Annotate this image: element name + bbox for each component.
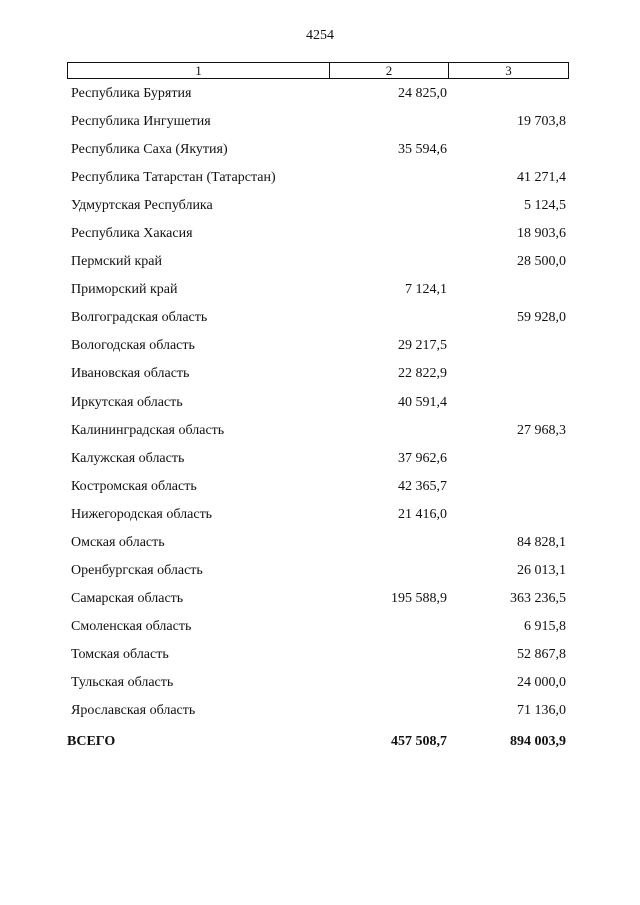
region-name: Волгоградская область bbox=[71, 310, 208, 326]
value-col-3: 6 915,8 bbox=[524, 618, 566, 634]
table-row bbox=[0, 446, 640, 474]
region-name: Иркутская область bbox=[71, 394, 183, 410]
table-row bbox=[0, 642, 640, 670]
value-col-3: 26 013,1 bbox=[517, 562, 566, 578]
region-name: Тульская область bbox=[71, 674, 174, 690]
value-col-2: 35 594,6 bbox=[398, 142, 447, 158]
table-row bbox=[0, 670, 640, 698]
value-col-3: 71 136,0 bbox=[517, 703, 566, 719]
region-name: Оренбургская область bbox=[71, 562, 203, 578]
region-name: Вологодская область bbox=[71, 338, 195, 354]
total-label: ВСЕГО bbox=[67, 734, 116, 750]
table-row bbox=[0, 390, 640, 418]
value-col-3: 84 828,1 bbox=[517, 534, 566, 550]
value-col-3: 41 271,4 bbox=[517, 170, 566, 186]
value-col-2: 7 124,1 bbox=[405, 282, 447, 298]
value-col-3: 19 703,8 bbox=[517, 114, 566, 130]
region-name: Омская область bbox=[71, 534, 165, 550]
table-row bbox=[0, 474, 640, 502]
value-col-3: 24 000,0 bbox=[517, 674, 566, 690]
value-col-2: 195 588,9 bbox=[391, 590, 447, 606]
region-name: Республика Татарстан (Татарстан) bbox=[71, 170, 276, 186]
value-col-2: 37 962,6 bbox=[398, 450, 447, 466]
table-row bbox=[0, 305, 640, 333]
table-row bbox=[0, 137, 640, 165]
region-name: Удмуртская Республика bbox=[71, 198, 213, 214]
table-row bbox=[0, 81, 640, 109]
total-col-3: 894 003,9 bbox=[510, 734, 566, 750]
value-col-3: 363 236,5 bbox=[510, 590, 566, 606]
table-body bbox=[0, 81, 640, 756]
region-name: Калужская область bbox=[71, 450, 185, 466]
table-row bbox=[0, 586, 640, 614]
table-row bbox=[0, 333, 640, 361]
header-col-2: 2 bbox=[330, 63, 449, 78]
table-header bbox=[67, 62, 569, 79]
region-name: Приморский край bbox=[71, 282, 178, 298]
region-name: Костромская область bbox=[71, 478, 197, 494]
region-name: Пермский край bbox=[71, 254, 162, 270]
table-row bbox=[0, 361, 640, 389]
value-col-2: 24 825,0 bbox=[398, 86, 447, 101]
table-row bbox=[0, 277, 640, 305]
total-row bbox=[0, 726, 640, 756]
total-col-2: 457 508,7 bbox=[391, 734, 447, 750]
region-name: Республика Ингушетия bbox=[71, 114, 211, 130]
table-row bbox=[0, 418, 640, 446]
table-row bbox=[0, 165, 640, 193]
value-col-3: 5 124,5 bbox=[524, 198, 566, 214]
value-col-3: 59 928,0 bbox=[517, 310, 566, 326]
table-row bbox=[0, 558, 640, 586]
region-name: Смоленская область bbox=[71, 618, 192, 634]
region-name: Самарская область bbox=[71, 590, 184, 606]
region-name: Республика Саха (Якутия) bbox=[71, 142, 228, 158]
value-col-2: 42 365,7 bbox=[398, 478, 447, 494]
value-col-2: 22 822,9 bbox=[398, 366, 447, 382]
region-name: Республика Бурятия bbox=[71, 86, 192, 101]
table-row bbox=[0, 109, 640, 137]
value-col-3: 27 968,3 bbox=[517, 422, 566, 438]
region-name: Республика Хакасия bbox=[71, 226, 193, 242]
table-row bbox=[0, 614, 640, 642]
value-col-2: 29 217,5 bbox=[398, 338, 447, 354]
region-name: Ивановская область bbox=[71, 366, 190, 382]
table-row bbox=[0, 221, 640, 249]
value-col-3: 52 867,8 bbox=[517, 646, 566, 662]
region-name: Ярославская область bbox=[71, 703, 196, 719]
table-row bbox=[0, 698, 640, 726]
region-name: Калининградская область bbox=[71, 422, 225, 438]
table-row bbox=[0, 249, 640, 277]
region-name: Томская область bbox=[71, 646, 169, 662]
table-row bbox=[0, 193, 640, 221]
table-row bbox=[0, 502, 640, 530]
value-col-3: 28 500,0 bbox=[517, 254, 566, 270]
value-col-3: 18 903,6 bbox=[517, 226, 566, 242]
header-col-3: 3 bbox=[505, 63, 512, 78]
value-col-2: 40 591,4 bbox=[398, 394, 447, 410]
page-number: 4254 bbox=[306, 28, 334, 43]
header-col-1: 1 bbox=[68, 63, 330, 78]
region-name: Нижегородская область bbox=[71, 506, 213, 522]
value-col-2: 21 416,0 bbox=[398, 506, 447, 522]
table-row bbox=[0, 530, 640, 558]
